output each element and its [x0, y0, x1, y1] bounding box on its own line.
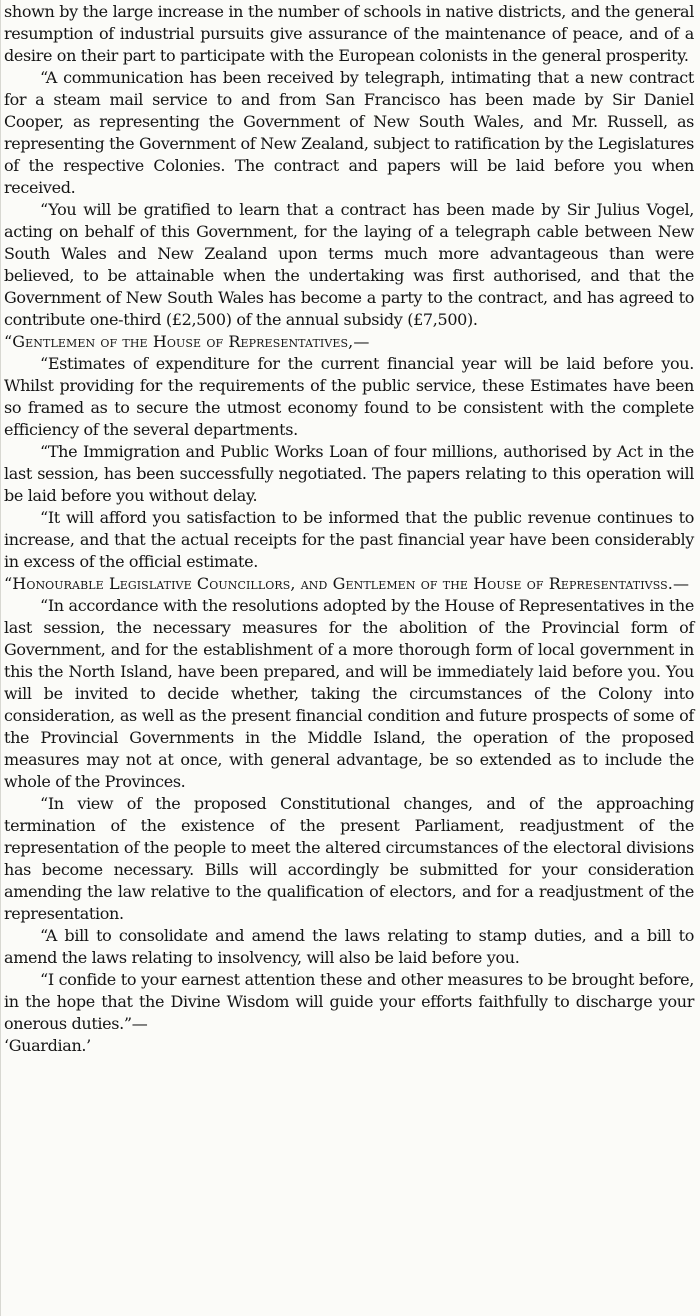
paragraph-loan: “The Immigration and Public Works Loan of four millions, authorised by Act in the last session, has been successfully negotiated. The papers relating to this operation will be laid before you without delay. [4, 442, 694, 505]
paragraph-opening: shown by the large increase in the number of schools in native districts, and the general resumption of industrial pursuits give assurance of the maintenance of peace, and of a desire on their part to participate with the European colonists in the general prosperity. [4, 2, 694, 65]
column-edge [0, 0, 1, 1316]
heading-councillors: “Honourable Legislative Councillors, and Gentlemen of the House of Representativss.— [4, 574, 690, 593]
paragraph-provincial: “In accordance with the resolutions adopted by the House of Representatives in the last session, the necessary measures for the abolition of the Provincial form of Government, and for the establishment of a more thorough form of local government in this the North Island, have been prepared, and will be immediately laid before you. You will be invited to decide whether, taking the circumstances of the Colony into consideration, as well as the present financial condition and future prospects of some of the Provincial Governments in the Middle Island, the operation of the proposed measures may not at once, with general advantage, be so extended as to include the whole of the Provinces. [4, 596, 694, 791]
paragraph-constitutional: “In view of the proposed Constitutional changes, and of the approaching termination of the existence of the present Parliament, readjustment of the representation of the people to meet the altered circumstances of the electoral divisions has become necessary. Bills will accordingly be submitted for your consideration amending the law relative to the qualification of electors, and for a readjustment of the representation. [4, 794, 694, 923]
paragraph-estimates: “Estimates of expenditure for the current financial year will be laid before you. Whilst providing for the requirements of the public service, these Estimates have been so framed as to secure the utmost economy found to be consistent with the complete efficiency of the several departments. [4, 354, 694, 439]
article-column [4, 1, 694, 1057]
paragraph-mail-contract: “A communication has been received by telegraph, intimating that a new contract for a steam mail service to and from San Francisco has been made by Sir Daniel Cooper, as representing the Government of New South Wales, and Mr. Russell, as representing the Government of New Zealand, subject to ratification by the Legislatures of the respective Colonies. The contract and papers will be laid before you when received. [4, 68, 694, 197]
paragraph-telegraph-cable: “You will be gratified to learn that a contract has been made by Sir Julius Vogel, acting on behalf of this Government, for the laying of a telegraph cable between New South Wales and New Zealand upon terms much more advantageous than were believed, to be attainable when the undertaking was first authorised, and that the Government of New South Wales has become a party to the contract, and has agreed to contribute one-third (£2,500) of the annual subsidy (£7,500). [4, 200, 694, 329]
paragraph-revenue: “It will afford you satisfaction to be informed that the public revenue continues to increase, and that the actual receipts for the past financial year have been considerably in excess of the official estimate. [4, 508, 694, 571]
heading-house-of-representatives: “Gentlemen of the House of Representatives,— [4, 332, 370, 351]
source-attribution: ‘Guardian.’ [4, 1036, 91, 1055]
paragraph-stamp-duties: “A bill to consolidate and amend the laws relating to stamp duties, and a bill to amend the laws relating to insolvency, will also be laid before you. [4, 926, 694, 967]
paragraph-closing: “I confide to your earnest attention these and other measures to be brought before, in the hope that the Divine Wisdom will guide your efforts faithfully to discharge your onerous duties.”— [4, 970, 694, 1033]
